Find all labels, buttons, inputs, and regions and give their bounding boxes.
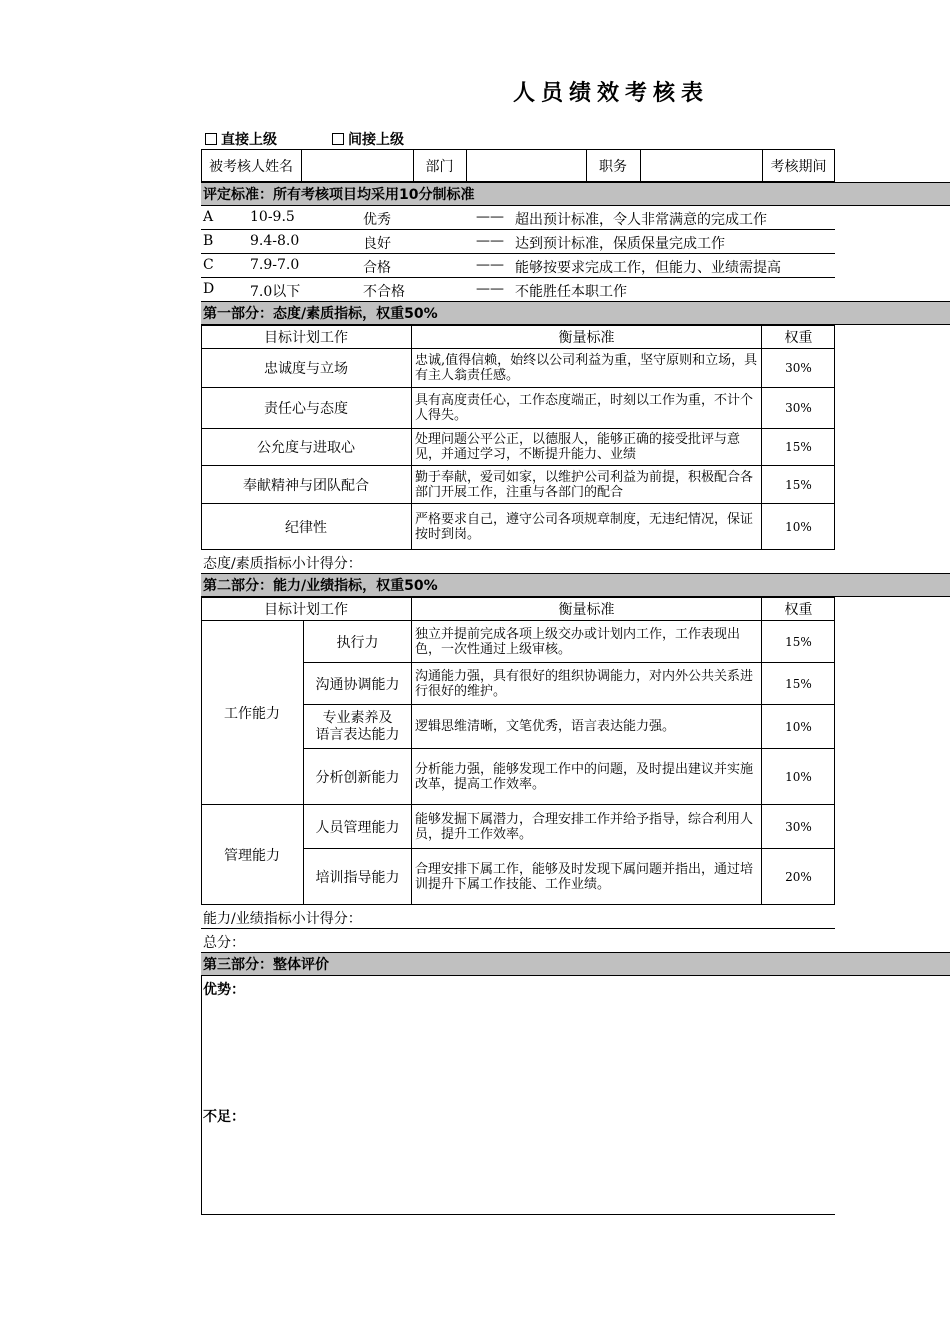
desc-d: 不能胜任本职工作 [515,284,627,300]
part1-col-standard: 衡量标准 [558,329,615,346]
part1-item: 奉献精神与团队配合 [243,477,369,494]
part1-weight: 30% [785,401,812,415]
part1-col-weight: 权重 [784,329,813,346]
employee-name-field[interactable] [302,150,412,181]
desc-a: 超出预计标准，令人非常满意的完成工作 [515,212,767,228]
desc-c: 能够按要求完成工作，但能力、业绩需提高 [515,260,781,276]
part2-weight: 15% [785,634,812,649]
part1-standard: 处理问题公平公正，以德服人，能够正确的接受批评与意见，并通过学习，不断提升能力、业绩 [415,432,741,462]
part2-weight: 10% [785,719,812,734]
grade-c: C [203,257,214,273]
level-c: 合格 [363,260,391,276]
part2-item: 人员管理能力 [315,819,400,836]
grade-d: D [203,281,215,297]
selector-direct-superior[interactable]: 直接上级 [205,129,277,149]
label-department: 部门 [425,158,454,175]
part2-standard: 能够发掘下属潜力，合理安排工作并给予指导，综合利用人员，提升工作效率。 [415,811,754,842]
level-d: 不合格 [363,284,405,300]
part1-item: 忠诚度与立场 [264,361,348,377]
label-position: 职务 [599,158,627,175]
part2-weight: 15% [785,676,812,691]
position-field[interactable] [641,150,761,181]
part2-header: 第二部分：能力/业绩指标，权重50% [201,573,950,597]
part2-standard: 独立并提前完成各项上级交办或计划内工作，工作表现出色，一次性通过上级审核。 [415,626,741,657]
part2-col-weight: 权重 [784,601,813,618]
part1-standard: 勤于奉献，爱司如家，以维护公司利益为前提，积极配合各部门开展工作，注重与各部门的配合 [415,469,754,500]
range-b: 9.4-8.0 [250,233,300,249]
part1-weight: 15% [785,440,812,454]
total-score: 总分： [203,935,245,951]
part2-weight: 30% [785,819,812,834]
part1-header: 第一部分：态度/素质指标，权重50% [201,301,950,325]
part1-weight: 30% [785,361,812,375]
part2-weight: 10% [785,769,812,784]
part2-item: 沟通协调能力 [315,676,400,693]
range-c: 7.9-7.0 [250,257,300,273]
group-management-ability: 管理能力 [224,848,280,864]
part2-item: 分析创新能力 [315,769,400,786]
part2-item-professional: 专业素养及 语言表达能力 [315,709,400,743]
part2-item: 执行力 [336,634,379,651]
grade-b: B [203,233,214,249]
part2-weight: 20% [785,870,812,884]
part2-standard: 合理安排下属工作，能够及时发现下属问题并指出，通过培训提升下属工作技能、工作业绩。 [415,862,754,892]
part1-item: 责任心与态度 [264,401,348,417]
dash-d: —— [476,281,504,297]
checkbox-icon[interactable] [205,133,217,145]
part3-header: 第三部分：整体评价 [201,952,950,976]
part1-subtotal: 态度/素质指标小计得分： [203,556,362,572]
part1-col-target: 目标计划工作 [264,329,348,346]
range-a: 10-9.5 [250,209,295,225]
part2-standard: 逻辑思维清晰，文笔优秀，语言表达能力强。 [415,719,676,734]
overall-evaluation-box[interactable] [201,976,835,1215]
label-review-period: 考核期间 [770,158,827,175]
part2-item: 培训指导能力 [315,870,400,886]
grade-a: A [203,209,214,225]
criteria-header: 评定标准：所有考核项目均采用10分制标准 [201,182,950,206]
part1-standard: 严格要求自己，遵守公司各项规章制度，无违纪情况，保证按时到岗。 [415,512,754,542]
selector-indirect-superior[interactable]: 间接上级 [332,129,404,149]
part1-standard: 具有高度责任心，工作态度端正，时刻以工作为重，不计个人得失。 [415,393,754,423]
part1-standard: 忠诚,值得信赖，始终以公司利益为重，坚守原则和立场，具有主人翁责任感。 [415,353,758,383]
part2-col-standard: 衡量标准 [558,601,615,618]
range-d: 7.0以下 [250,284,301,300]
level-b: 良好 [363,236,391,252]
part2-standard: 沟通能力强，具有很好的组织协调能力，对内外公共关系进行很好的维护。 [415,668,754,699]
part1-weight: 15% [785,477,812,492]
strengths-label: 优势： [203,982,245,998]
part2-standard: 分析能力强，能够发现工作中的问题，及时提出建议并实施改革，提高工作效率。 [415,761,754,792]
dash-b: —— [476,233,504,249]
part1-weight: 10% [785,520,812,534]
part2-col-target: 目标计划工作 [264,601,348,618]
group-work-ability: 工作能力 [224,705,280,722]
dash-c: —— [476,257,504,273]
dash-a: —— [476,209,504,225]
level-a: 优秀 [363,212,391,228]
part1-item: 纪律性 [285,520,327,536]
checkbox-icon[interactable] [332,133,344,145]
weaknesses-label: 不足： [203,1109,245,1125]
part2-subtotal: 能力/业绩指标小计得分： [203,911,362,927]
label-employee-name: 被考核人姓名 [209,158,293,175]
part1-item: 公允度与进取心 [257,440,355,456]
desc-b: 达到预计标准，保质保量完成工作 [515,236,725,252]
page-title: 人员绩效考核表 [513,80,710,106]
department-field[interactable] [467,150,585,181]
